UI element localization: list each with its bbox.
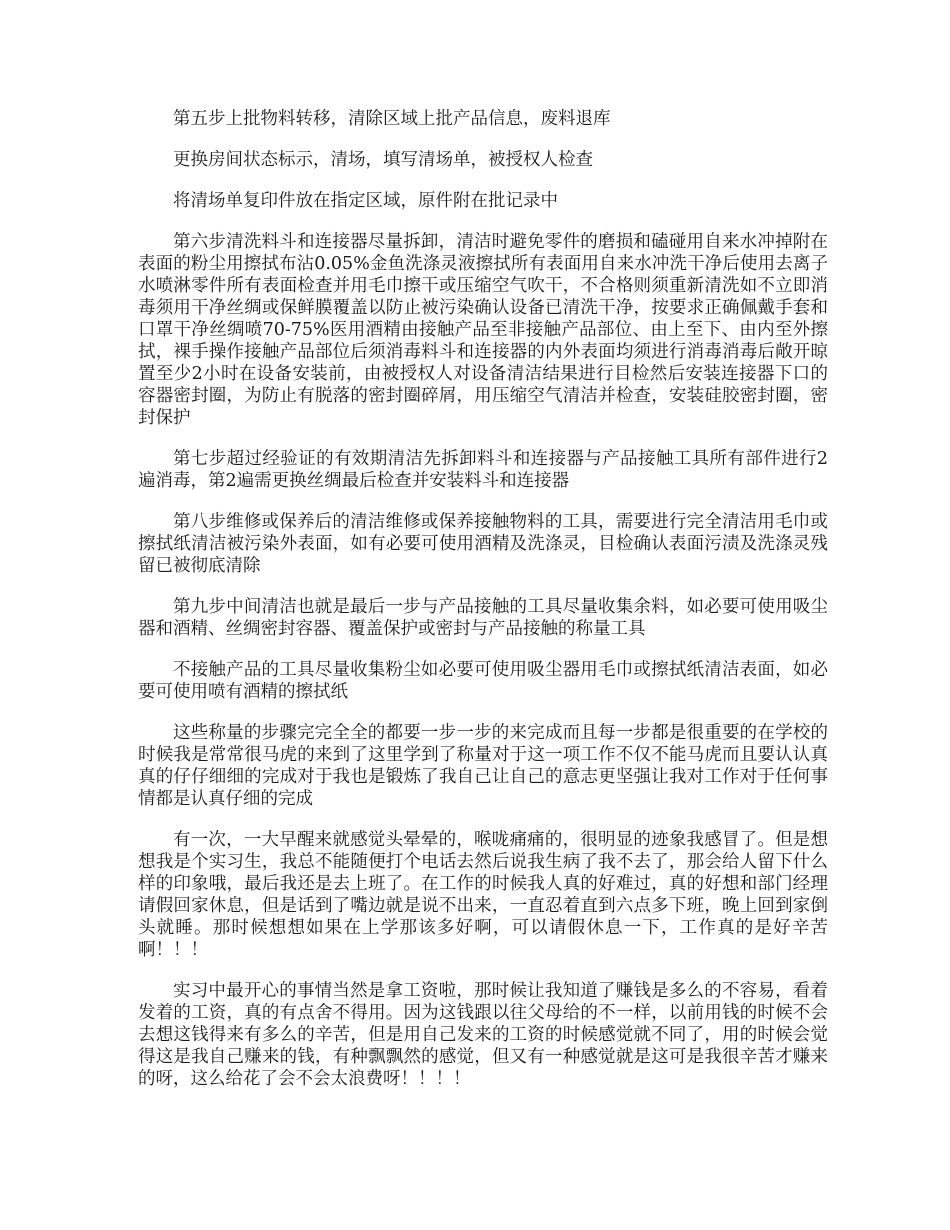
paragraph-room-status: 更换房间状态标示，清场，填写清场单，被授权人检查 <box>173 150 593 170</box>
paragraph-salary: 实习中最开心的事情当然是拿工资啦，那时候让我知道了赚钱是多么的不容易，看着发着的工资，真的有点舍不得用。因为这钱跟以往父母给的不一样，以前用钱的时候不会去想这钱得来有多么的辛苦，但是用自己发来的工资的时候感觉就不同了，用的时候会觉得这是我自己赚来的钱，有种飘飘然的感觉，但又有一种感觉就是这可是我很辛苦才赚来的呀，这么给花了会不会太浪费呀！！！！ <box>138 981 828 1089</box>
paragraph-reflection-weighing: 这些称量的步骤完完全全的都要一步一步的来完成而且每一步都是很重要的在学校的时候我是常常很马虎的来到了这里学到了称量对于这一项工作不仅不能马虎而且要认认真真的仔仔细细的完成对于我也是锻炼了我自己让自己的意志更坚强让我对工作对于任何事情都是认真仔细的完成 <box>138 723 828 809</box>
paragraph-step6-cleaning: 第六步清洗料斗和连接器尽量拆卸，清洁时避免零件的磨损和磕碰用自来水冲掉附在表面的粉尘用擦拭布沾0.05%金鱼洗涤灵液擦拭所有表面用自来水冲洗干净后使用去离子水喷淋零件所有表面检查并用毛巾擦干或压缩空气吹干，不合格则须重新清洗如不立即消毒须用干净丝绸或保鲜膜覆盖以防止被污染确认设备已清洗干净，按要求正确佩戴手套和口罩干净丝绸喷70-75%医用酒精由接触产品至非接触产品部位、由上至下、由内至外擦拭，裸手操作接触产品部位后须消毒料斗和连接器的内外表面均须进行消毒消毒后敞开晾置至少2小时在设备安装前，由被授权人对设备清洁结果进行目检然后安装连接器下口的容器密封圈，为防止有脱落的密封圈碎屑，用压缩空气清洁并检查，安装硅胶密封圈，密封保护 <box>138 232 828 428</box>
paragraph-step7-expired: 第七步超过经验证的有效期清洁先拆卸料斗和连接器与产品接触工具所有部件进行2遍消毒，第2遍需更换丝绸最后检查并安装料斗和连接器 <box>138 449 828 491</box>
document-body <box>138 108 828 1109</box>
paragraph-sick-day: 有一次，一大早醒来就感觉头晕晕的，喉咙痛痛的，很明显的迹象我感冒了。但是想想我是个实习生，我总不能随便打个电话去然后说我生病了我不去了，那会给人留下什么样的印象哦，最后我还是去上班了。在工作的时候我人真的好难过，真的好想和部门经理请假回家休息，但是话到了嘴边就是说不出来，一直忍着直到六点多下班，晚上回到家倒头就睡。那时候想想如果在上学那该多好啊，可以请假休息一下，工作真的是好辛苦啊！！！ <box>138 830 828 960</box>
paragraph-step9-intermediate: 第九步中间清洁也就是最后一步与产品接触的工具尽量收集余料，如必要可使用吸尘器和酒精、丝绸密封容器、覆盖保护或密封与产品接触的称量工具 <box>138 597 828 639</box>
paragraph-non-contact-tools: 不接触产品的工具尽量收集粉尘如必要可使用吸尘器用毛巾或擦拭纸清洁表面，如必要可使用喷有酒精的擦拭纸 <box>138 660 828 702</box>
paragraph-clearance-copy: 将清场单复印件放在指定区域，原件附在批记录中 <box>173 191 558 211</box>
paragraph-step8-maintenance: 第八步维修或保养后的清洁维修或保养接触物料的工具，需要进行完全清洁用毛巾或擦拭纸清洁被污染外表面，如有必要可使用酒精及洗涤灵，目检确认表面污渍及洗涤灵残留已被彻底清除 <box>138 512 828 576</box>
paragraph-step5-transfer: 第五步上批物料转移，清除区域上批产品信息，废料退库 <box>173 109 611 129</box>
